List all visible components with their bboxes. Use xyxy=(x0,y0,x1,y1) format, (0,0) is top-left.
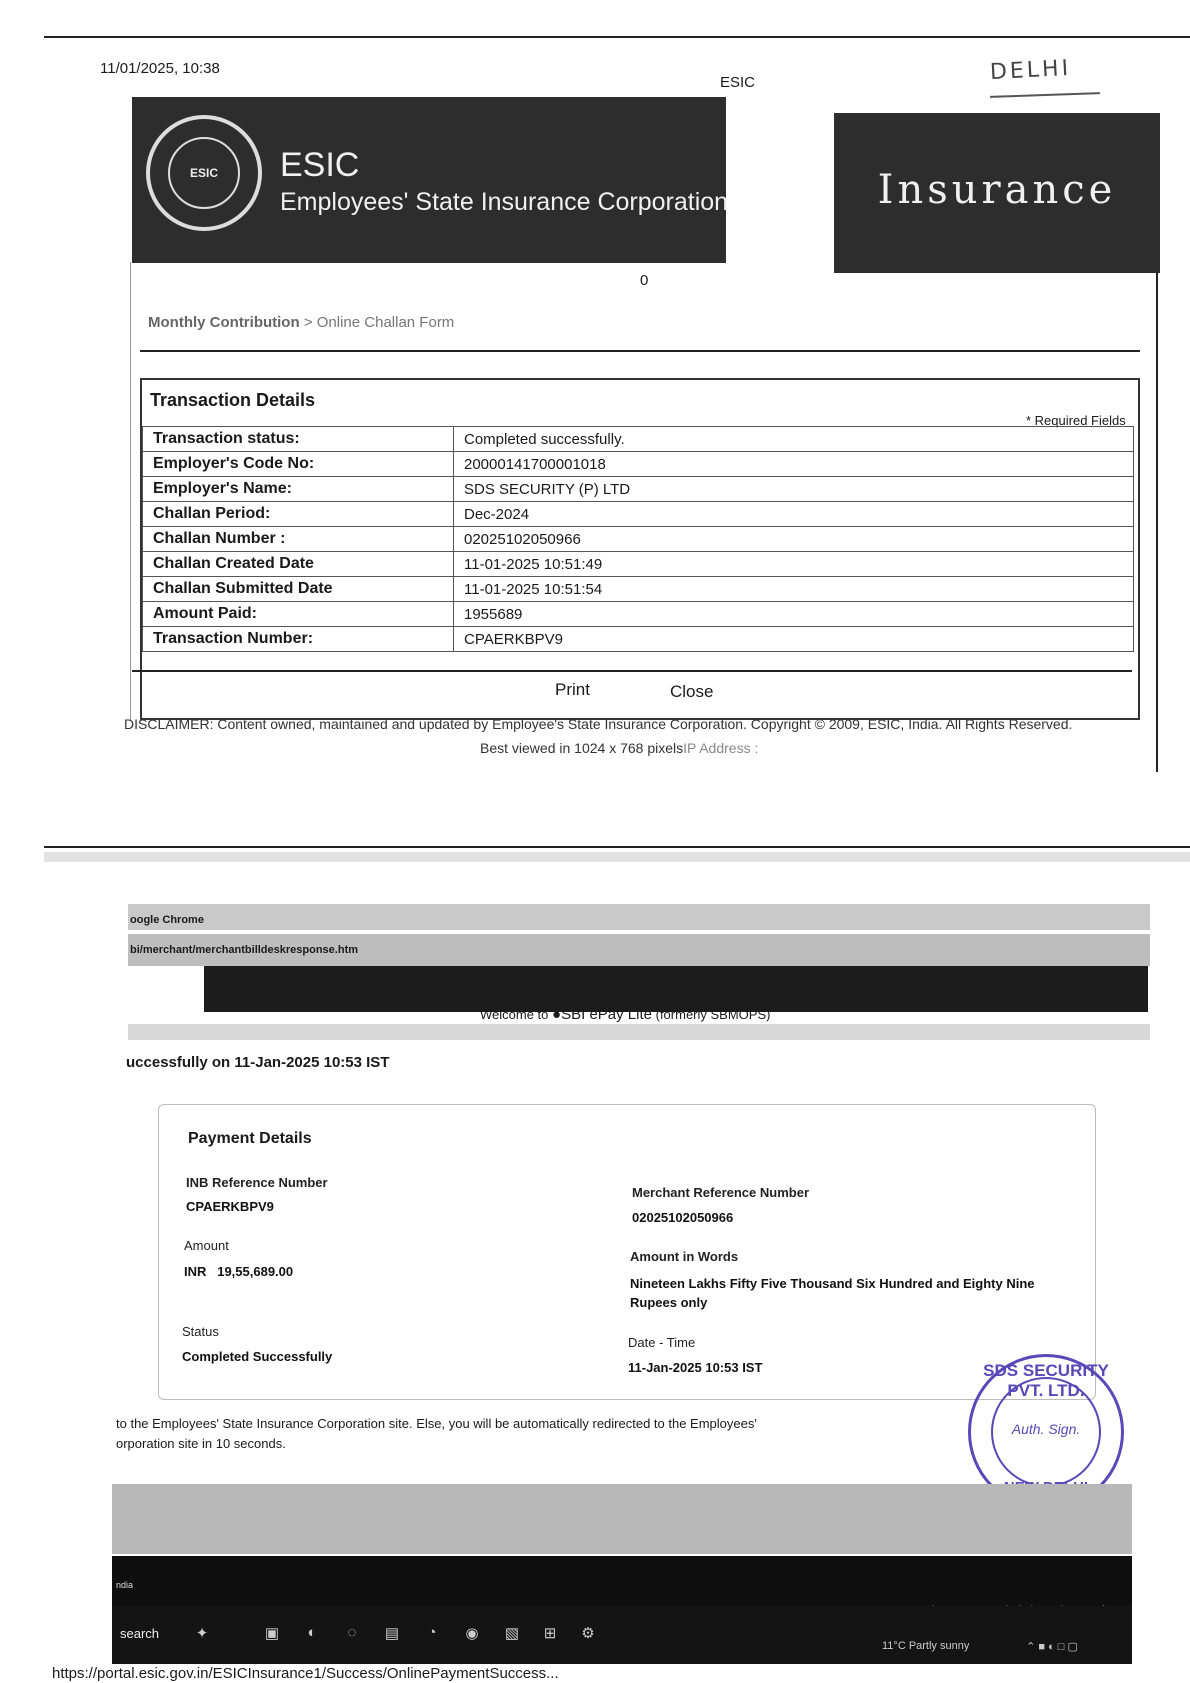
table-row xyxy=(143,527,1134,552)
table-row xyxy=(143,602,1134,627)
insurance-banner xyxy=(834,113,1160,273)
row-value: 1955689 xyxy=(454,602,1134,627)
datetime-label: Date - Time xyxy=(628,1335,696,1350)
redirect-text-2: orporation site in 10 seconds. xyxy=(116,1436,286,1451)
row-value: Dec-2024 xyxy=(454,502,1134,527)
print-page-title: ESIC xyxy=(720,74,756,91)
row-label: Challan Number : xyxy=(143,527,454,552)
table-row xyxy=(143,627,1134,652)
footer-india-text: ndia xyxy=(116,1580,134,1590)
print-button[interactable]: Print xyxy=(555,680,590,699)
page-footer-dark xyxy=(112,1556,1132,1606)
transaction-title: Transaction Details xyxy=(150,390,316,410)
row-label: Challan Period: xyxy=(143,502,454,527)
windows-taskbar xyxy=(112,1606,1132,1664)
handwritten-underline xyxy=(990,92,1100,98)
breadcrumb xyxy=(148,314,454,331)
required-fields-note: * Required Fields xyxy=(1026,413,1126,428)
sbi-brand: ●SBI ePay Lite xyxy=(552,1006,652,1023)
welcome-suffix: (formerly SBMOPS) xyxy=(655,1007,771,1022)
row-label: Challan Submitted Date xyxy=(143,577,454,602)
row-value: CPAERKBPV9 xyxy=(454,627,1134,652)
breadcrumb-separator: > xyxy=(303,314,313,331)
ip-address-label: IP Address : xyxy=(683,740,759,756)
amount-words-value-1: Nineteen Lakhs Fifty Five Thousand Six Hundred and Eighty Nine xyxy=(630,1276,1035,1291)
row-value: SDS SECURITY (P) LTD xyxy=(454,477,1134,502)
table-row xyxy=(143,552,1134,577)
row-value: 02025102050966 xyxy=(454,527,1134,552)
chat-icon[interactable]: ◌ xyxy=(347,1624,357,1641)
stamp-signature: Auth. Sign. xyxy=(1011,1421,1081,1437)
taskbar-weather[interactable]: 11°C Partly sunny xyxy=(882,1640,970,1652)
esic-full-name: Employees' State Insurance Corporation xyxy=(280,188,729,216)
row-value: 11-01-2025 10:51:54 xyxy=(454,577,1134,602)
row-value: 11-01-2025 10:51:49 xyxy=(454,552,1134,577)
frame-right xyxy=(1156,272,1158,772)
breadcrumb-parent[interactable]: Monthly Contribution xyxy=(148,314,300,331)
amount-value: INR 19,55,689.00 xyxy=(184,1264,294,1279)
payment-success-line: uccessfully on 11-Jan-2025 10:53 IST xyxy=(126,1054,390,1071)
status-label: Status xyxy=(182,1324,219,1339)
calculator-icon[interactable]: ⊞ xyxy=(543,1625,557,1642)
frame-left xyxy=(130,262,131,720)
row-label: Employer's Code No: xyxy=(143,452,454,477)
best-viewed-note xyxy=(480,740,758,756)
amount-label: Amount xyxy=(184,1238,229,1253)
inb-ref-value: CPAERKBPV9 xyxy=(186,1199,274,1214)
row-label: Challan Created Date xyxy=(143,552,454,577)
divider-shadow xyxy=(44,852,1190,862)
page-footer-band xyxy=(112,1484,1132,1554)
browser-url[interactable]: bi/merchant/merchantbilldeskresponse.htm xyxy=(130,944,359,956)
row-label: Employer's Name: xyxy=(143,477,454,502)
breadcrumb-current: Online Challan Form xyxy=(316,314,455,331)
esic-short-name: ESIC xyxy=(280,146,360,184)
stamp-top-text: SDS SECURITY PVT. LTD. xyxy=(983,1361,1109,1400)
disclaimer: DISCLAIMER: Content owned, maintained and updated by Employee's State Insurance Corporation. Copyright © 2009, ESIC, India. All Rights Reserved. xyxy=(124,716,1073,732)
welcome-prefix: Welcome to xyxy=(480,1007,549,1022)
esic-logo-emblem: ESIC xyxy=(168,137,240,209)
breadcrumb-rule xyxy=(140,350,1140,352)
row-label: Transaction status: xyxy=(143,427,454,452)
system-tray-icons[interactable]: ⌃ ■ ◐ □ ▢ xyxy=(1026,1641,1078,1653)
merchant-ref-label: Merchant Reference Number xyxy=(632,1185,809,1200)
browser-title-bar xyxy=(128,904,1150,930)
handwritten-note: DELHI xyxy=(989,55,1072,86)
redirect-text-1: to the Employees' State Insurance Corporation site. Else, you will be automatically redirected to the Employees' xyxy=(116,1416,757,1431)
page-divider xyxy=(44,846,1190,848)
notepad-icon[interactable]: ▧ xyxy=(504,1625,520,1642)
close-button[interactable]: Close xyxy=(670,682,714,701)
payment-details-title: Payment Details xyxy=(188,1130,312,1147)
merchant-ref-value: 02025102050966 xyxy=(632,1210,734,1225)
print-datetime: 11/01/2025, 10:38 xyxy=(100,60,220,77)
row-value: 20000141700001018 xyxy=(454,452,1134,477)
status-value: Completed Successfully xyxy=(182,1349,333,1364)
chrome-icon[interactable]: ◉ xyxy=(465,1625,479,1642)
table-row xyxy=(143,502,1134,527)
printed-page-url: https://portal.esic.gov.in/ESICInsurance1/Success/OnlinePaymentSuccess... xyxy=(52,1665,559,1682)
esic-logo xyxy=(146,115,262,231)
table-row xyxy=(143,452,1134,477)
best-viewed-text: Best viewed in 1024 x 768 pixels xyxy=(480,740,684,756)
table-row xyxy=(143,477,1134,502)
amount-words-value-2: Rupees only xyxy=(630,1295,708,1310)
amount-words-label: Amount in Words xyxy=(630,1249,739,1264)
counter: 0 xyxy=(640,272,649,289)
sbi-welcome xyxy=(480,1006,770,1023)
row-label: Amount Paid: xyxy=(143,602,454,627)
browser-title: oogle Chrome xyxy=(130,914,204,926)
settings-icon[interactable]: ⚙ xyxy=(581,1625,595,1642)
top-rule xyxy=(44,36,1190,38)
folder-icon[interactable]: ▤ xyxy=(384,1625,400,1642)
table-row xyxy=(143,427,1134,452)
copilot-icon[interactable]: ✦ xyxy=(195,1625,209,1642)
widgets-icon[interactable]: ◐ xyxy=(307,1624,317,1641)
table-bottom-rule xyxy=(132,670,1132,672)
row-label: Transaction Number: xyxy=(143,627,454,652)
task-view-icon[interactable]: ▣ xyxy=(264,1625,280,1642)
table-row xyxy=(143,577,1134,602)
transaction-table xyxy=(142,426,1134,652)
taskbar-search[interactable]: search xyxy=(120,1626,160,1641)
edge-icon[interactable]: ◔ xyxy=(427,1624,437,1641)
insurance-banner-text: Insurance xyxy=(877,167,1117,213)
row-value: Completed successfully. xyxy=(454,427,1134,452)
datetime-value: 11-Jan-2025 10:53 IST xyxy=(628,1360,763,1375)
sbi-subheader-band xyxy=(128,1024,1150,1040)
inb-ref-label: INB Reference Number xyxy=(186,1175,328,1190)
